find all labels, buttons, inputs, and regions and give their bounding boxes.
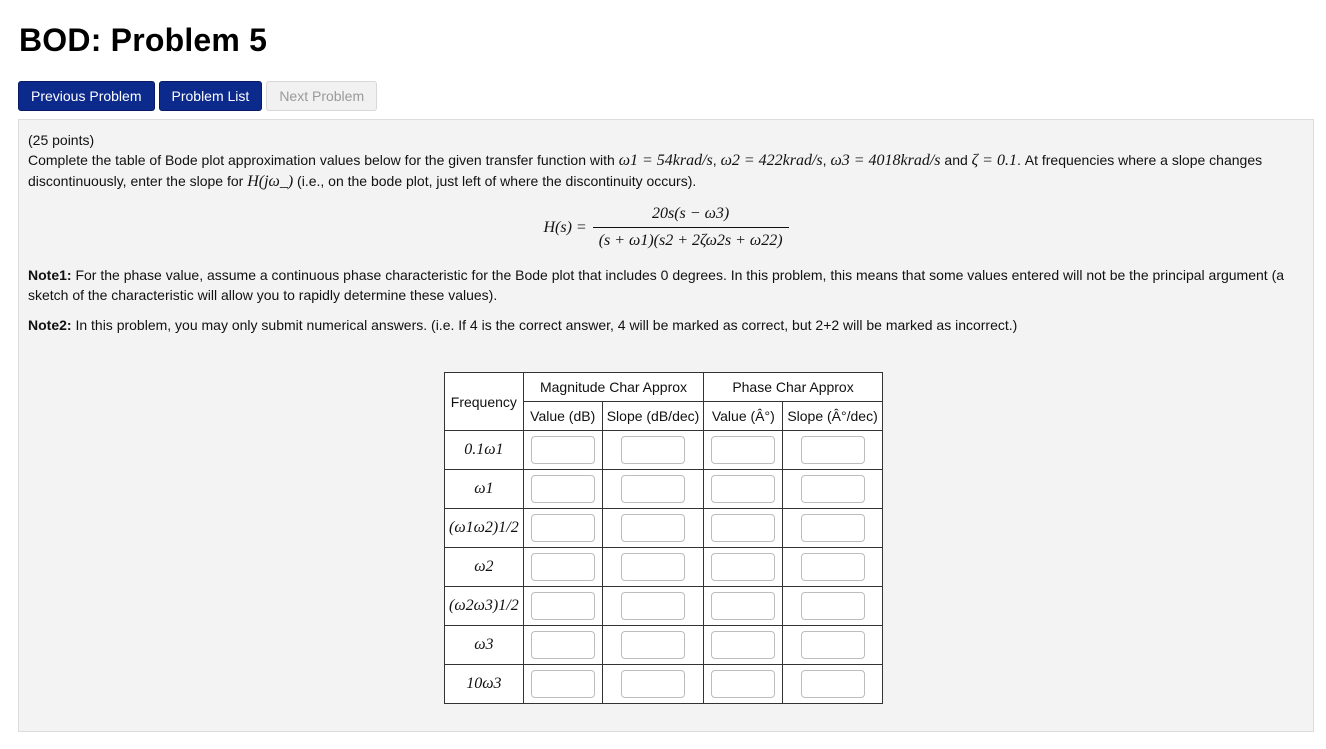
mag-slope-input[interactable] xyxy=(621,670,685,698)
mag-value-input[interactable] xyxy=(531,475,595,503)
phase-slope-input[interactable] xyxy=(801,553,865,581)
page-title: BOD: Problem 5 xyxy=(19,22,268,58)
formula-numerator: 20s(s − ω3) xyxy=(652,205,730,222)
and-word: and xyxy=(940,152,972,168)
h-jw: H(jω_) xyxy=(247,173,294,190)
frequency-cell: ω2 xyxy=(445,548,524,587)
mag-slope-input[interactable] xyxy=(621,631,685,659)
problem-nav xyxy=(18,81,377,111)
table-row xyxy=(445,509,883,548)
phase-value-input[interactable] xyxy=(711,553,775,581)
mag-value-input[interactable] xyxy=(531,514,595,542)
frequency-cell: ω3 xyxy=(445,626,524,665)
points: (25 points) xyxy=(28,132,95,148)
table-row xyxy=(445,548,883,587)
phase-slope-header: Slope (Â°/dec) xyxy=(783,402,882,431)
phase-slope-input[interactable] xyxy=(801,592,865,620)
mag-value-header: Value (dB) xyxy=(523,402,602,431)
note1 xyxy=(28,265,1304,305)
mag-slope-input[interactable] xyxy=(621,553,685,581)
frequency-header: Frequency xyxy=(445,373,524,431)
intro-text-a: Complete the table of Bode plot approximation values below for the given transfer function with xyxy=(28,152,619,168)
phase-header: Phase Char Approx xyxy=(704,373,882,402)
note2 xyxy=(28,315,1304,335)
phase-value-header: Value (Â°) xyxy=(704,402,783,431)
table-row xyxy=(445,626,883,665)
zeta-value: ζ = 0.1 xyxy=(971,152,1017,169)
phase-slope-input[interactable] xyxy=(801,475,865,503)
note2-text: In this problem, you may only submit numerical answers. (i.e. If 4 is the correct answer, 4 will be marked as correct, but 2+2 will be marked as incorrect.) xyxy=(71,317,1018,333)
magnitude-header: Magnitude Char Approx xyxy=(523,373,704,402)
table-row xyxy=(445,665,883,704)
intro-text-c: (i.e., on the bode plot, just left of where the discontinuity occurs). xyxy=(293,173,697,189)
mag-value-input[interactable] xyxy=(531,436,595,464)
mag-slope-input[interactable] xyxy=(621,436,685,464)
phase-slope-input[interactable] xyxy=(801,670,865,698)
phase-slope-input[interactable] xyxy=(801,514,865,542)
problem-statement: Complete the table of Bode plot approximation values below for the given transfer function with ω1 = 54krad/s, ω2 = 422krad/s, ω3 = 4018krad/s and ζ = 0.1. At frequencies where a slope changes discontinuously, enter the slope for H(jω_) (i.e., on the bode plot, just left of where the discontinuity occurs). xyxy=(28,152,1263,190)
mag-value-input[interactable] xyxy=(531,592,595,620)
phase-value-input[interactable] xyxy=(711,592,775,620)
previous-problem-button[interactable]: Previous Problem xyxy=(18,81,155,111)
mag-slope-header: Slope (dB/dec) xyxy=(602,402,704,431)
mag-value-input[interactable] xyxy=(531,631,595,659)
phase-value-input[interactable] xyxy=(711,514,775,542)
mag-slope-input[interactable] xyxy=(621,475,685,503)
frequency-cell: 0.1ω1 xyxy=(445,431,524,470)
frequency-cell: ω1 xyxy=(445,470,524,509)
phase-value-input[interactable] xyxy=(711,631,775,659)
omega3-value: ω3 = 4018krad/s xyxy=(830,152,941,169)
next-problem-button: Next Problem xyxy=(266,81,377,111)
problem-body xyxy=(18,119,1314,732)
phase-slope-input[interactable] xyxy=(801,436,865,464)
table-row xyxy=(445,587,883,626)
problem-list-button[interactable]: Problem List xyxy=(159,81,263,111)
mag-slope-input[interactable] xyxy=(621,514,685,542)
phase-value-input[interactable] xyxy=(711,670,775,698)
mag-value-input[interactable] xyxy=(531,553,595,581)
phase-value-input[interactable] xyxy=(711,436,775,464)
formula-lhs: H(s) = xyxy=(543,218,587,236)
mag-value-input[interactable] xyxy=(531,670,595,698)
note1-label: Note1: xyxy=(28,267,72,283)
formula-fraction xyxy=(593,204,789,251)
table-row xyxy=(445,470,883,509)
bode-table xyxy=(444,372,883,704)
phase-value-input[interactable] xyxy=(711,475,775,503)
frequency-cell: (ω1ω2)1/2 xyxy=(445,509,524,548)
note1-text: For the phase value, assume a continuous phase characteristic for the Bode plot that includes 0 degrees. In this problem, this means that some values entered will not be the principal argument (a sketch of the characteristic will allow you to rapidly determine these values). xyxy=(28,267,1285,303)
mag-slope-input[interactable] xyxy=(621,592,685,620)
frequency-cell: (ω2ω3)1/2 xyxy=(445,587,524,626)
omega2-value: ω2 = 422krad/s xyxy=(720,152,823,169)
phase-slope-input[interactable] xyxy=(801,631,865,659)
frequency-cell: 10ω3 xyxy=(445,665,524,704)
omega1-value: ω1 = 54krad/s xyxy=(618,152,713,169)
formula-denominator: (s + ω1)(s2 + 2ζω2s + ω22) xyxy=(593,227,789,251)
intro-text-b: . At frequencies where a slope changes discontinuously, enter the slope for xyxy=(28,152,1263,189)
note2-label: Note2: xyxy=(28,317,72,333)
table-row xyxy=(445,431,883,470)
transfer-function xyxy=(28,204,1304,251)
